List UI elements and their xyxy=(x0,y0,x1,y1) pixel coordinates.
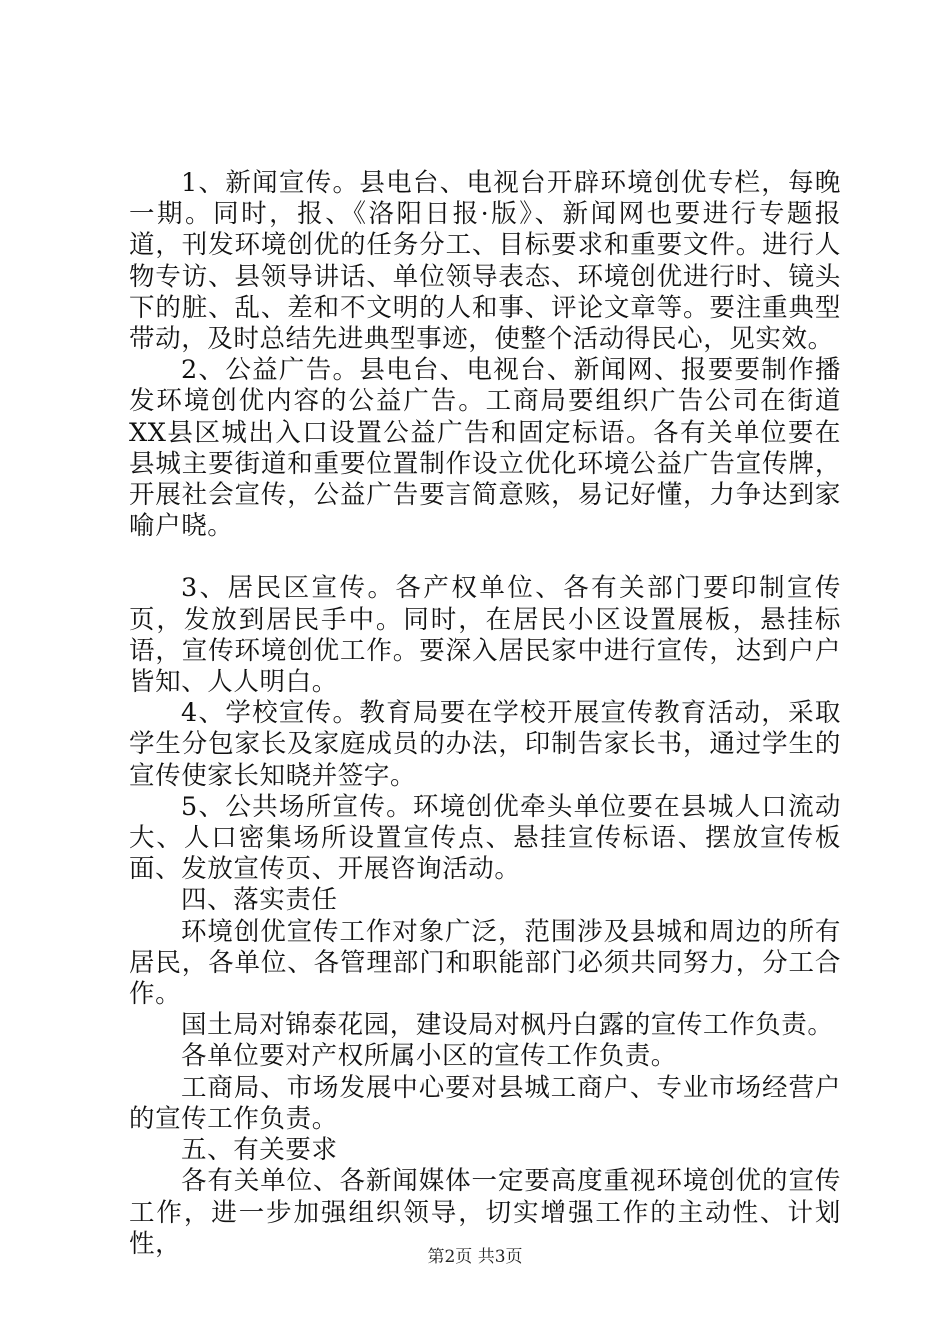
paragraph-school-publicity: 4、学校宣传。教育局要在学校开展宣传教育活动，采取学生分包家长及家庭成员的办法，印制告家长书，通过学生的宣传使家长知晓并签字。 xyxy=(129,698,841,791)
paragraph-land-construction-bureau: 国土局对锦泰花园，建设局对枫丹白露的宣传工作负责。 xyxy=(181,1010,834,1041)
section-heading-responsibility: 四、落实责任 xyxy=(181,885,338,916)
document-body xyxy=(129,168,841,1260)
paragraph-residential-publicity: 3、居民区宣传。各产权单位、各有关部门要印制宣传页，发放到居民手中。同时，在居民小区设置展板，悬挂标语，宣传环境创优工作。要深入居民家中进行宣传，达到户户皆知、人人明白。 xyxy=(129,573,841,698)
paragraph-news-publicity: 1、新闻宣传。县电台、电视台开辟环境创优专栏，每晚一期。同时，报、《洛阳日报·版》、新闻网也要进行专题报道，刊发环境创优的任务分工、目标要求和重要文件。进行人物专访、县领导讲话、单位领导表态、环境创优进行时、镜头下的脏、乱、差和不文明的人和事、评论文章等。要注重典型带动，及时总结先进典型事迹，使整个活动得民心，见实效。 xyxy=(129,168,841,355)
paragraph-requirements-intro: 各有关单位、各新闻媒体一定要高度重视环境创优的宣传工作，进一步加强组织领导，切实增强工作的主动性、计划性， xyxy=(129,1166,841,1259)
paragraph-public-ads: 2、公益广告。县电台、电视台、新闻网、报要要制作播发环境创优内容的公益广告。工商局要组织广告公司在街道XX县区城出入口设置公益广告和固定标语。各有关单位要在县城主要街道和重要位置制作设立优化环境公益广告宣传牌，开展社会宣传，公益广告要言简意赅，易记好懂，力争达到家喻户晓。 xyxy=(129,355,841,542)
section-heading-requirements: 五、有关要求 xyxy=(181,1135,338,1166)
paragraph-units-responsibility: 各单位要对产权所属小区的宣传工作负责。 xyxy=(181,1041,677,1072)
page-number-footer: 第2页 共3页 xyxy=(427,1247,523,1267)
paragraph-public-places-publicity: 5、公共场所宣传。环境创优牵头单位要在县城人口流动大、人口密集场所设置宣传点、悬挂宣传标语、摆放宣传板面、发放宣传页、开展咨询活动。 xyxy=(129,791,841,885)
paragraph-responsibility-intro: 环境创优宣传工作对象广泛，范围涉及县城和周边的所有居民，各单位、各管理部门和职能部门必须共同努力，分工合作。 xyxy=(129,916,841,1010)
paragraph-commerce-bureau: 工商局、市场发展中心要对县城工商户、专业市场经营户的宣传工作负责。 xyxy=(129,1072,841,1134)
